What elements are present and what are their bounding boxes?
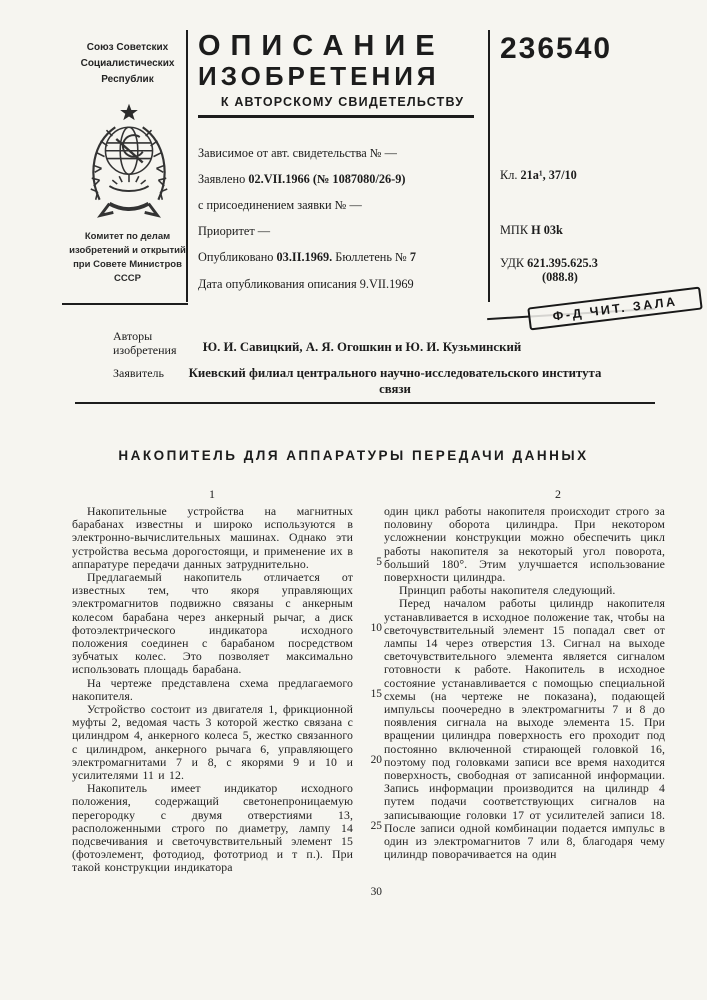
- masthead-subtitle: К АВТОРСКОМУ СВИДЕТЕЛЬСТВУ: [220, 95, 465, 109]
- country-line: Союз Советских: [86, 42, 169, 53]
- body-column-right: один цикл работы накопителя происходит строго за половину оборота цилиндра. При некотором усложнении конструкции можно обеспечить цикл работы накопителя за некоторый угол поворота, больший 180°. Этим улучшается использование поверхности цилиндра. Принцип работы накопителя следующий. Перед началом работы цилиндр накопителя устанавливается в исходное положение так, чтобы на светочувствительный элемент 15 попадал свет от лампы 14 через отверстия 13. Сигнал на выходе светочувствительного элемента является сигналом готовности к работе. Накопитель в исходное состояние устанавливается с помощью специальной схемы (на чертеже не показана), подающей импульсы поочередно в электромагниты 7 и 8 до появления сигнала на выходе элемента 15. При вращении цилиндра поверхность его проходит под постоянно включенной стирающей головкой 16, поэтому под головками записи все время находится поверхность, свободная от записанной информации. Запись информации производится на цилиндр 4 путем подачи соответствующих сигналов на записывающие головки 17 от усилителей записи 18. После записи одной комбинации подается импульс в один из электромагнитов 7 или 8, благодаря чему цилиндр поворачивается на один: [384, 504, 665, 862]
- class-row-udk: УДК 621.395.625.3: [500, 256, 598, 270]
- country-line: Республик: [101, 74, 154, 85]
- committee-line: СССР: [114, 273, 141, 284]
- section-divider-rule: [75, 402, 655, 404]
- class-row-udk-suffix: (088.8): [542, 270, 578, 284]
- invention-title: НАКОПИТЕЛЬ ДЛЯ АППАРАТУРЫ ПЕРЕДАЧИ ДАННЫХ: [118, 448, 589, 463]
- applicant-line: связи: [379, 382, 411, 396]
- header-vertical-divider-left: [186, 30, 188, 302]
- filing-row-description-date: Дата опубликования описания 9.VII.1969: [198, 277, 414, 291]
- body-column-left: Накопительные устройства на магнитных барабанах известны и широко используются в электронно-вычислительных машинах. Однако эти устройства весьма дорогостоящи, и применение их в аппаратуре передачи данных затруднительно. Предлагаемый накопитель отличается от известных тем, что якоря управляющих электромагнитов подвижно связаны с анкерным колесом барабана через анкерный рычаг, а диск фотоэлектрического индикатора исходного положения соединен с барабаном посредством зубчатых колес. Это позволяет максимально использовать площадь барабана. На чертеже представлена схема предлагаемого накопителя. Устройство состоит из двигателя 1, фрикционной муфты 2, ведомая часть 3 которой жестко связана с цилиндром 4, анкерного колеса 5, жестко связанного с цилиндром, анкерного рычага 6, управляющего электромагнитами 7 и 8, с якорями 9 и 10 и усилителями 11 и 12. Накопитель имеет индикатор исходного положения, содержащий светонепроницаемую перегородку с двумя отверстиями 13, расположенными строго по диаметру, лампу 14 подсвечивания и светочувствительный элемент 15 (фотоэлемент, фотодиод, фототриод и т п.). При такой конструкции индикатора: [72, 504, 353, 875]
- committee-line: при Совете Министров: [73, 259, 182, 270]
- masthead-rule: [198, 115, 474, 118]
- class-row-kl: Кл. 21а¹, 37/10: [500, 168, 577, 182]
- filing-row-dependent: Зависимое от авт. свидетельства № —: [198, 146, 397, 160]
- filing-row-priority: Приоритет —: [198, 224, 271, 238]
- column-2-label: 2: [555, 487, 561, 501]
- line-number-gutter: 5 10 15 20 25 30: [370, 556, 382, 898]
- masthead-title-line2: ИЗОБРЕТЕНИЯ: [198, 61, 440, 91]
- country-name: [50, 40, 205, 88]
- country-line: Социалистических: [80, 58, 175, 69]
- applicant-line: Киевский филиал центрального научно-исследовательского института: [188, 366, 602, 380]
- masthead-title-line1: ОПИСАНИЕ: [198, 30, 445, 62]
- publication-number: 236540: [500, 32, 613, 65]
- header-vertical-divider-right: [488, 30, 490, 302]
- column-1-label: 1: [209, 487, 215, 501]
- filing-row-filed: Заявлено 02.VII.1966 (№ 1087080/26-9): [198, 172, 406, 186]
- class-row-mpk: МПК Н 03k: [500, 223, 563, 237]
- library-stamp: Ф-Д ЧИТ. ЗАЛА: [527, 286, 703, 330]
- left-cell-bottom-rule: [62, 303, 188, 305]
- masthead: [198, 31, 487, 118]
- committee-line: Комитет по делам: [84, 231, 171, 242]
- ussr-state-emblem-icon: [80, 100, 178, 226]
- authors-names: Ю. И. Савицкий, А. Я. Огошкин и Ю. И. Кузьминский: [202, 340, 522, 354]
- committee-line: изобретений и открытий: [69, 245, 186, 256]
- applicant-name: [170, 365, 620, 397]
- applicant-label: Заявитель: [113, 366, 164, 380]
- filing-row-joined-application: с присоединением заявки № —: [198, 198, 362, 212]
- star-icon: [120, 104, 138, 120]
- filing-row-published: Опубликовано 03.II.1969. Бюллетень № 7: [198, 250, 417, 264]
- authors-label: Авторы изобретения: [113, 329, 177, 357]
